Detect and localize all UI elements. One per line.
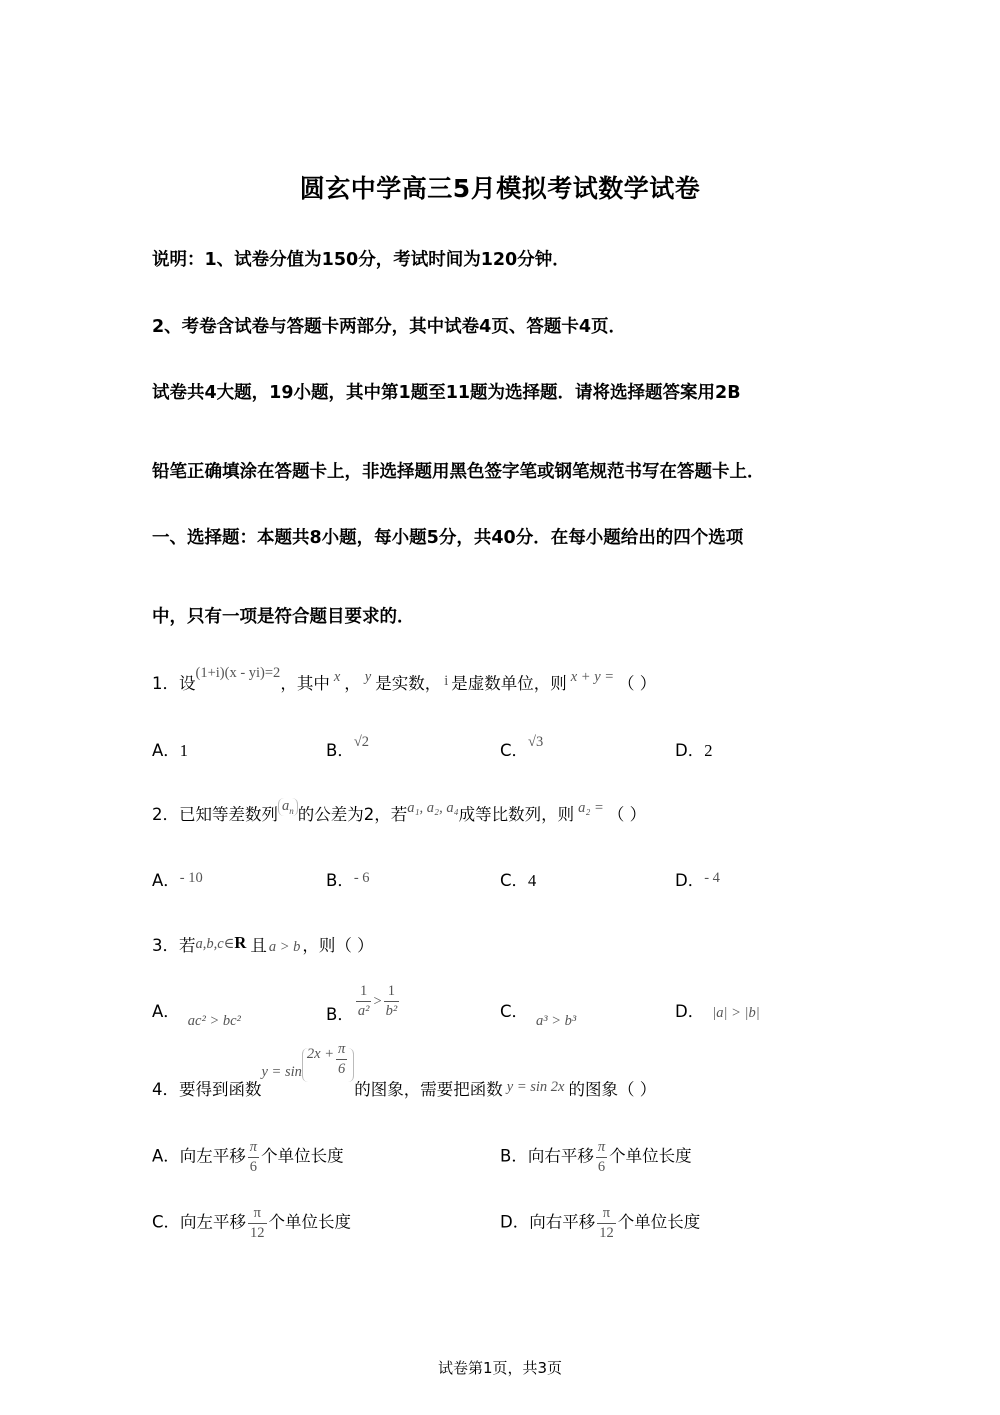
option-1b: B．√2 xyxy=(326,734,370,760)
math-expression: (1+i)(x - yi)=2 xyxy=(195,665,281,681)
math-expression: a₁, a₂, a₄ xyxy=(407,800,459,816)
math-variable: y xyxy=(364,669,372,685)
math-variable: x xyxy=(333,669,341,685)
question-text: 是实数， xyxy=(375,674,442,693)
question-text: ，则（ ） xyxy=(302,936,374,955)
question-text: 且 xyxy=(250,936,267,955)
math-function: y = sin xyxy=(261,1064,302,1081)
option-2a: A．- 10 xyxy=(152,870,203,890)
option-4c: C．向左平移 $\frac{\pi}{12}$ 个单位长度 xyxy=(152,1205,352,1241)
question-4 xyxy=(152,1041,657,1100)
answer-blank: （ ） xyxy=(607,805,647,824)
option-2c: C．4 xyxy=(500,871,537,890)
question-3 xyxy=(152,932,374,956)
option-4d: D．向右平移 $\frac{\pi}{12}$ 个单位长度 xyxy=(500,1205,701,1241)
math-function: y = sin 2x xyxy=(506,1079,565,1096)
math-expression: x + y = xyxy=(570,669,615,685)
question-text: 的图象，需要把函数 xyxy=(354,1080,503,1100)
option-3a: A． ac² > bc² xyxy=(152,1002,241,1029)
question-text: 的图象（ ） xyxy=(568,1080,657,1100)
question-number: 1．设 xyxy=(152,674,196,693)
math-argument: 2x + $\frac{\pi}{6}$ xyxy=(302,1048,354,1082)
question-text: ，其中 xyxy=(280,674,330,693)
option-1a: A．1 xyxy=(152,741,189,760)
question-number: 3．若 xyxy=(152,936,196,955)
option-2b: B．- 6 xyxy=(326,870,370,890)
question-text: 的公差为2，若 xyxy=(297,805,408,824)
note-line-1: 说明：1、试卷分值为150分，考试时间为120分钟． xyxy=(152,250,570,270)
answer-blank: （ ） xyxy=(618,674,657,693)
question-text: 是虚数单位，则 xyxy=(451,674,567,693)
page-footer: 试卷第1页，共3页 xyxy=(437,1359,563,1377)
section-heading-line-1: 一、选择题：本题共8小题，每小题5分，共40分．在每小题给出的四个选项 xyxy=(152,528,744,548)
question-text: ， xyxy=(344,674,361,693)
note-line-2: 2、考卷含试卷与答题卡两部分，其中试卷4页、答题卡4页． xyxy=(152,317,627,337)
option-1d: D．2 xyxy=(675,741,713,760)
section-heading-line-2: 中，只有一项是符合题目要求的． xyxy=(152,607,415,627)
note-line-3: 试卷共4大题，19小题，其中第1题至11题为选择题．请将选择题答案用2B xyxy=(152,383,741,403)
math-expression: a > b xyxy=(268,939,301,955)
math-expression: a,b,c∈ xyxy=(195,936,235,952)
option-3b: B． $\frac{1}{\text{a²}}$ > $\frac{1}{\text{b²}}$ xyxy=(326,983,398,1024)
question-1 xyxy=(152,665,657,694)
sequence-notation: $a_n$ xyxy=(278,798,298,816)
page-title: 圆玄中学高三5月模拟考试数学试卷 xyxy=(299,174,701,203)
option-2d: D．- 4 xyxy=(675,870,720,890)
math-variable: i xyxy=(444,673,449,689)
question-text: 成等比数列，则 xyxy=(458,805,575,824)
option-1c: C．√3 xyxy=(500,734,544,760)
question-number: 2．已知等差数列 xyxy=(152,805,278,824)
option-3c: C． a³ > b³ xyxy=(500,1002,577,1029)
note-line-4: 铅笔正确填涂在答题卡上，非选择题用黑色签字笔或钢笔规范书写在答题卡上． xyxy=(152,462,765,482)
question-number: 4．要得到函数 xyxy=(152,1080,262,1100)
math-expression: a₂ = xyxy=(578,800,604,816)
option-4b: B．向右平移 $\frac{\pi}{6}$ 个单位长度 xyxy=(500,1139,692,1175)
option-4a: A．向左平移 $\frac{\pi}{6}$ 个单位长度 xyxy=(152,1139,344,1175)
math-set-R: R xyxy=(234,933,247,952)
option-3d: D． |a| > |b| xyxy=(675,1002,760,1021)
question-2 xyxy=(152,798,647,826)
